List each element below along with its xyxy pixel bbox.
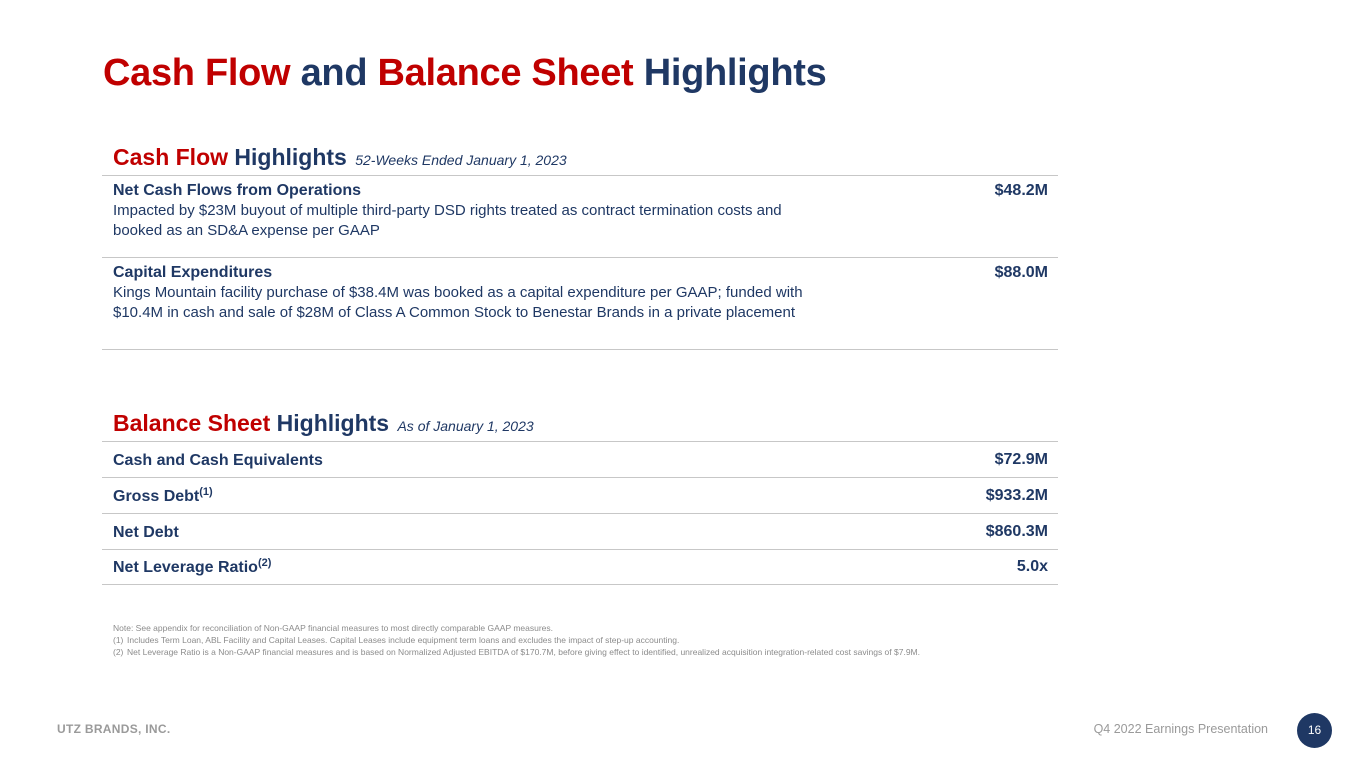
- footnote-text: Includes Term Loan, ABL Facility and Capital Leases. Capital Leases include equipment term loans and excludes the impact of step-up accounting.: [127, 635, 680, 645]
- operations-value: $48.2M: [994, 182, 1048, 199]
- cash-flow-heading-red: Cash Flow: [113, 144, 229, 170]
- cash-flow-row-capex: [102, 257, 1058, 350]
- balance-row-gross-debt: [102, 477, 1058, 513]
- footnote-2: [113, 646, 1053, 658]
- balance-sheet-heading: [102, 406, 1058, 441]
- row-footnote-ref: (2): [257, 557, 272, 569]
- page-number-badge: 16: [1297, 713, 1332, 748]
- row-footnote-ref: (1): [199, 485, 213, 498]
- title-highlights: Highlights: [643, 52, 827, 94]
- cash-flow-heading-navy: Highlights: [234, 144, 347, 170]
- footnote-text: Net Leverage Ratio is a Non-GAAP financial measures and is based on Normalized Adjusted EBITDA of $170.7M, before giving effect to identified, unrealized acquisition integration-related cost savings of $7.9M.: [127, 647, 920, 657]
- cash-equivalents-value: $72.9M: [994, 450, 1048, 468]
- footnote-number: (2): [113, 647, 124, 657]
- cash-flow-row-operations: [102, 175, 1058, 257]
- gross-debt-value: $933.2M: [985, 486, 1048, 504]
- capex-title: Capital Expenditures: [113, 264, 273, 281]
- title-balance-sheet: Balance Sheet: [377, 52, 634, 94]
- balance-sheet-subtitle: As of January 1, 2023: [397, 418, 534, 434]
- balance-row-cash: [102, 441, 1058, 477]
- page-title: [103, 52, 826, 95]
- cash-flow-heading: [102, 140, 1058, 175]
- net-leverage-value: 5.0x: [1016, 558, 1048, 575]
- gross-debt-label: [113, 486, 213, 506]
- footnote-number: (1): [113, 635, 124, 645]
- net-leverage-label: [113, 557, 271, 577]
- cash-flow-subtitle: 52-Weeks Ended January 1, 2023: [355, 152, 567, 168]
- net-debt-label: [113, 522, 179, 542]
- capex-value: $88.0M: [994, 264, 1048, 281]
- footnote-intro: Note: See appendix for reconciliation of Non-GAAP financial measures to most directly comparable GAAP measures.: [113, 623, 554, 633]
- row-label: Gross Debt: [113, 487, 200, 505]
- balance-sheet-heading-red: Balance Sheet: [113, 410, 271, 436]
- footnotes: [113, 622, 1053, 658]
- balance-sheet-section: [102, 406, 1058, 585]
- cash-flow-row-text: [113, 263, 823, 349]
- operations-description: Impacted by $23M buyout of multiple third-party DSD rights treated as contract termination costs and booked as an SD&A expense per GAAP: [113, 202, 782, 239]
- title-cash-flow: Cash Flow: [103, 52, 291, 94]
- net-debt-value: $860.3M: [985, 522, 1048, 540]
- footer-company: UTZ BRANDS, INC.: [57, 722, 171, 736]
- footnote-1: [113, 634, 1053, 646]
- capex-description: Kings Mountain facility purchase of $38.4M was booked as a capital expenditure per GAAP; funded with $10.4M in cash and sale of $28M of Class A Common Stock to Benestar Brands in a private placement: [113, 284, 803, 321]
- operations-title: Net Cash Flows from Operations: [113, 182, 362, 199]
- row-label: Net Debt: [113, 523, 179, 541]
- footer-presentation-title: Q4 2022 Earnings Presentation: [1093, 722, 1268, 736]
- balance-sheet-heading-navy: Highlights: [276, 410, 390, 436]
- title-and: and: [300, 52, 368, 94]
- balance-row-leverage: [102, 549, 1058, 585]
- row-label: Cash and Cash Equivalents: [113, 451, 323, 469]
- row-label: Net Leverage Ratio: [113, 559, 258, 576]
- cash-flow-row-text: [113, 181, 823, 257]
- cash-equivalents-label: [113, 450, 323, 470]
- cash-flow-section: [102, 140, 1058, 350]
- balance-row-net-debt: [102, 513, 1058, 549]
